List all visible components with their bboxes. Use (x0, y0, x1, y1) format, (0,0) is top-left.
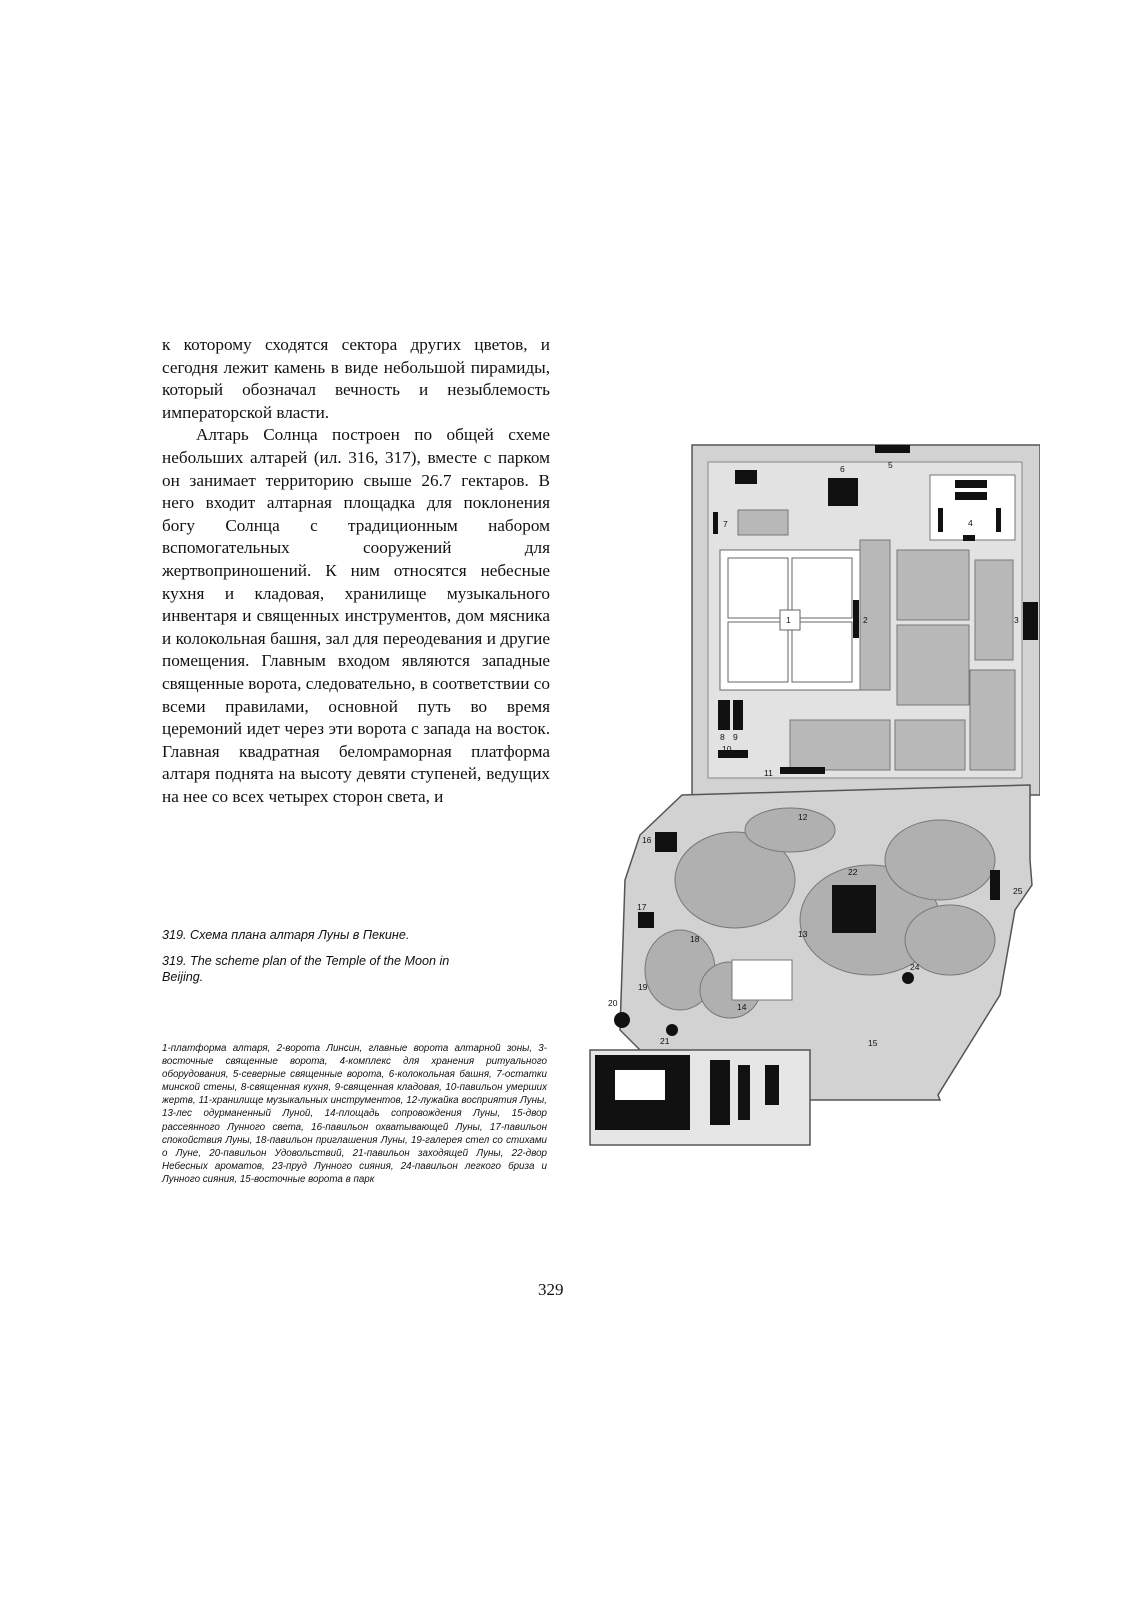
ming-wall-7 (713, 512, 718, 534)
block-s3 (970, 670, 1015, 770)
plan-label-18: 18 (690, 934, 700, 944)
plan-label-6: 6 (840, 464, 845, 474)
block-e3 (975, 560, 1013, 660)
figure-legend: 1-платформа алтаря, 2-ворота Линсин, главные ворота алтарной зоны, 3-восточные священные ворота, 4-комплекс для хранения ритуального оборудования, 5-северные священные ворота, 6-колокольная башня, 7-остатки минской стены, 8-священная кухня, 9-священная кладовая, 10-павильон умерших жертв, 11-хранилище музыкальных инструментов, 12-лужайка восприятия Луны, 13-лес одурманенный Луной, 14-площадь сопровождения Луны, 15-двор рассеянного Лунного света, 16-павильон охватывающей Луны, 17-павильон спокойствия Луны, 18-павильон приглашения Луны, 19-галерея стел со стихами о Луне, 20-павильон Удовольствий, 21-павильон заходящей Луны, 22-двор Небесных ароматов, 23-пруд Лунного сияния, 24-павильон легкого бриза и Лунного сияния, 15-восточные ворота в парк (162, 1043, 547, 1185)
annex-building-4 (765, 1065, 779, 1105)
figure-caption-en: 319. The scheme plan of the Temple of the Moon in Beijing. (162, 954, 450, 984)
plan-label-19: 19 (638, 982, 648, 992)
plan-label-1: 1 (786, 615, 791, 625)
plan-label-16: 16 (642, 835, 652, 845)
plan-label-4: 4 (968, 518, 973, 528)
plan-label-13: 13 (798, 929, 808, 939)
plan-label-22: 22 (848, 867, 858, 877)
bell-tower-6 (828, 478, 858, 506)
paragraph-1: к которому сходятся сектора других цветов, и сегодня лежит камень в виде небольшой пирамиды, который обозначал вечность и незыблемость императорской власти. (162, 335, 550, 422)
pavilion-17 (638, 912, 654, 928)
figure-caption-ru: 319. Схема плана алтаря Луны в Пекине. (162, 928, 410, 942)
sacred-kitchen-8 (718, 700, 730, 730)
altar-quarter-sw (728, 622, 788, 682)
block-s2 (895, 720, 965, 770)
north-gate-5 (875, 445, 910, 453)
plan-label-20: 20 (608, 998, 618, 1008)
block-e1 (897, 550, 969, 620)
temple-plan-figure (560, 440, 1040, 1160)
plan-label-3: 3 (1014, 615, 1019, 625)
bell-tower-area (735, 470, 757, 484)
annex-building-3 (738, 1065, 750, 1120)
plan-label-15: 15 (868, 1038, 878, 1048)
plan-label-10: 10 (722, 744, 732, 754)
plan-label-17: 17 (637, 902, 647, 912)
park-grove-5 (745, 808, 835, 852)
altar-quarter-se (792, 622, 852, 682)
storage-bar-4 (996, 508, 1001, 532)
sacred-storage-9 (733, 700, 743, 730)
storage-bar-3 (938, 508, 943, 532)
plan-label-9: 9 (733, 732, 738, 742)
block-s1 (790, 720, 890, 770)
plan-label-8: 8 (720, 732, 725, 742)
lingxing-gate-2 (853, 600, 859, 638)
plan-label-21: 21 (660, 1036, 670, 1046)
plan-label-7: 7 (723, 519, 728, 529)
annex-courtyard (615, 1070, 665, 1100)
plan-label-24: 24 (910, 962, 920, 972)
annex-building-2 (710, 1060, 730, 1125)
pavilion-24 (902, 972, 914, 984)
plan-label-23: 23 (848, 900, 858, 910)
block-e2 (897, 625, 969, 705)
east-gate-3 (1023, 602, 1038, 640)
altar-quarter-nw (728, 558, 788, 618)
pavilion-20 (614, 1012, 630, 1028)
music-storage-11 (780, 767, 825, 774)
pavilion-21 (666, 1024, 678, 1036)
paragraph-2: Алтарь Солнца построен по общей схеме небольших алтарей (ил. 316, 317), вместе с парком он занимает территорию свыше 26.7 гектаров. В него входит алтарная площадка для поклонения богу Солнца с традиционным набором вспомогательных сооружений для жертвоприношений. К ним относятся небесные кухня и кладовая, хранилище музыкального инвентаря и священных инструментов, дом мясника и колокольная башня, зал для переодевания и другие помещения. Главным входом являются западные священные ворота, следовательно, в соответствии со всеми правилами, основной путь во время церемоний идет через эти ворота с запада на восток. Главная квадратная беломраморная платформа алтаря поднята на высоту девяти ступеней, ведущих на нее со всех четырех сторон света, и (162, 425, 550, 806)
plan-label-25: 25 (1013, 886, 1023, 896)
pavilion-16 (655, 832, 677, 852)
storage-bar-2 (955, 492, 987, 500)
altar-quarter-ne (792, 558, 852, 618)
plan-label-5: 5 (888, 460, 893, 470)
body-text (162, 334, 550, 808)
park-grove-3 (885, 820, 995, 900)
square-14 (732, 960, 792, 1000)
storage-gate (963, 535, 975, 541)
plan-label-11: 11 (764, 768, 773, 778)
storage-bar-1 (955, 480, 987, 488)
plan-label-2: 2 (863, 615, 868, 625)
east-park-gate-25 (990, 870, 1000, 900)
plan-label-12: 12 (798, 812, 808, 822)
page-number: 329 (538, 1280, 564, 1299)
block-n1 (738, 510, 788, 535)
plan-label-14: 14 (737, 1002, 747, 1012)
